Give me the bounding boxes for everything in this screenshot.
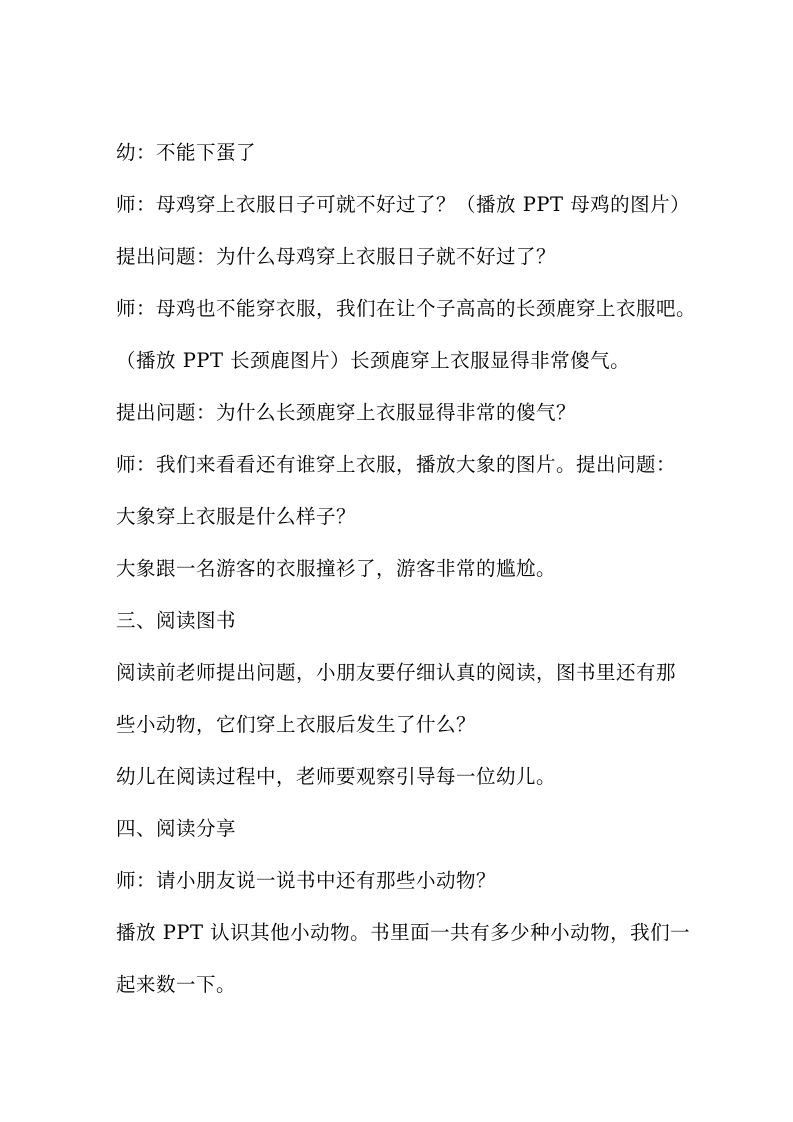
paragraph-line: 大象跟一名游客的衣服撞衫了，游客非常的尴尬。 xyxy=(116,557,557,580)
paragraph-line: 阅读前老师提出问题，小朋友要仔细认真的阅读，图书里还有那 xyxy=(116,661,677,684)
paragraph-line: 大象穿上衣服是什么样子？ xyxy=(116,505,357,528)
dialogue-line-teacher: 师：母鸡也不能穿衣服，我们在让个子高高的长颈鹿穿上衣服吧。 xyxy=(116,297,697,320)
paragraph-line: 幼儿在阅读过程中，老师要观察引导每一位幼儿。 xyxy=(116,765,557,788)
paragraph-line: 播放 PPT 认识其他小动物。书里面一共有多少种小动物，我们一 xyxy=(116,921,691,944)
dialogue-line-child: 幼：不能下蛋了 xyxy=(116,141,257,164)
dialogue-line-teacher: 师：我们来看看还有谁穿上衣服，播放大象的图片。提出问题： xyxy=(116,453,677,476)
paragraph-line: 起来数一下。 xyxy=(116,973,237,996)
paragraph-line: （播放 PPT 长颈鹿图片）长颈鹿穿上衣服显得非常傻气。 xyxy=(116,349,631,372)
paragraph-line: 些小动物，它们穿上衣服后发生了什么？ xyxy=(116,713,477,736)
dialogue-line-teacher: 师：母鸡穿上衣服日子可就不好过了？（播放 PPT 母鸡的图片） xyxy=(116,193,691,216)
question-line: 提出问题：为什么母鸡穿上衣服日子就不好过了？ xyxy=(116,245,557,268)
dialogue-line-teacher: 师：请小朋友说一说书中还有那些小动物？ xyxy=(116,869,497,892)
question-line: 提出问题：为什么长颈鹿穿上衣服显得非常的傻气？ xyxy=(116,401,577,424)
section-heading: 四、阅读分享 xyxy=(116,817,237,840)
section-heading: 三、阅读图书 xyxy=(116,609,237,632)
